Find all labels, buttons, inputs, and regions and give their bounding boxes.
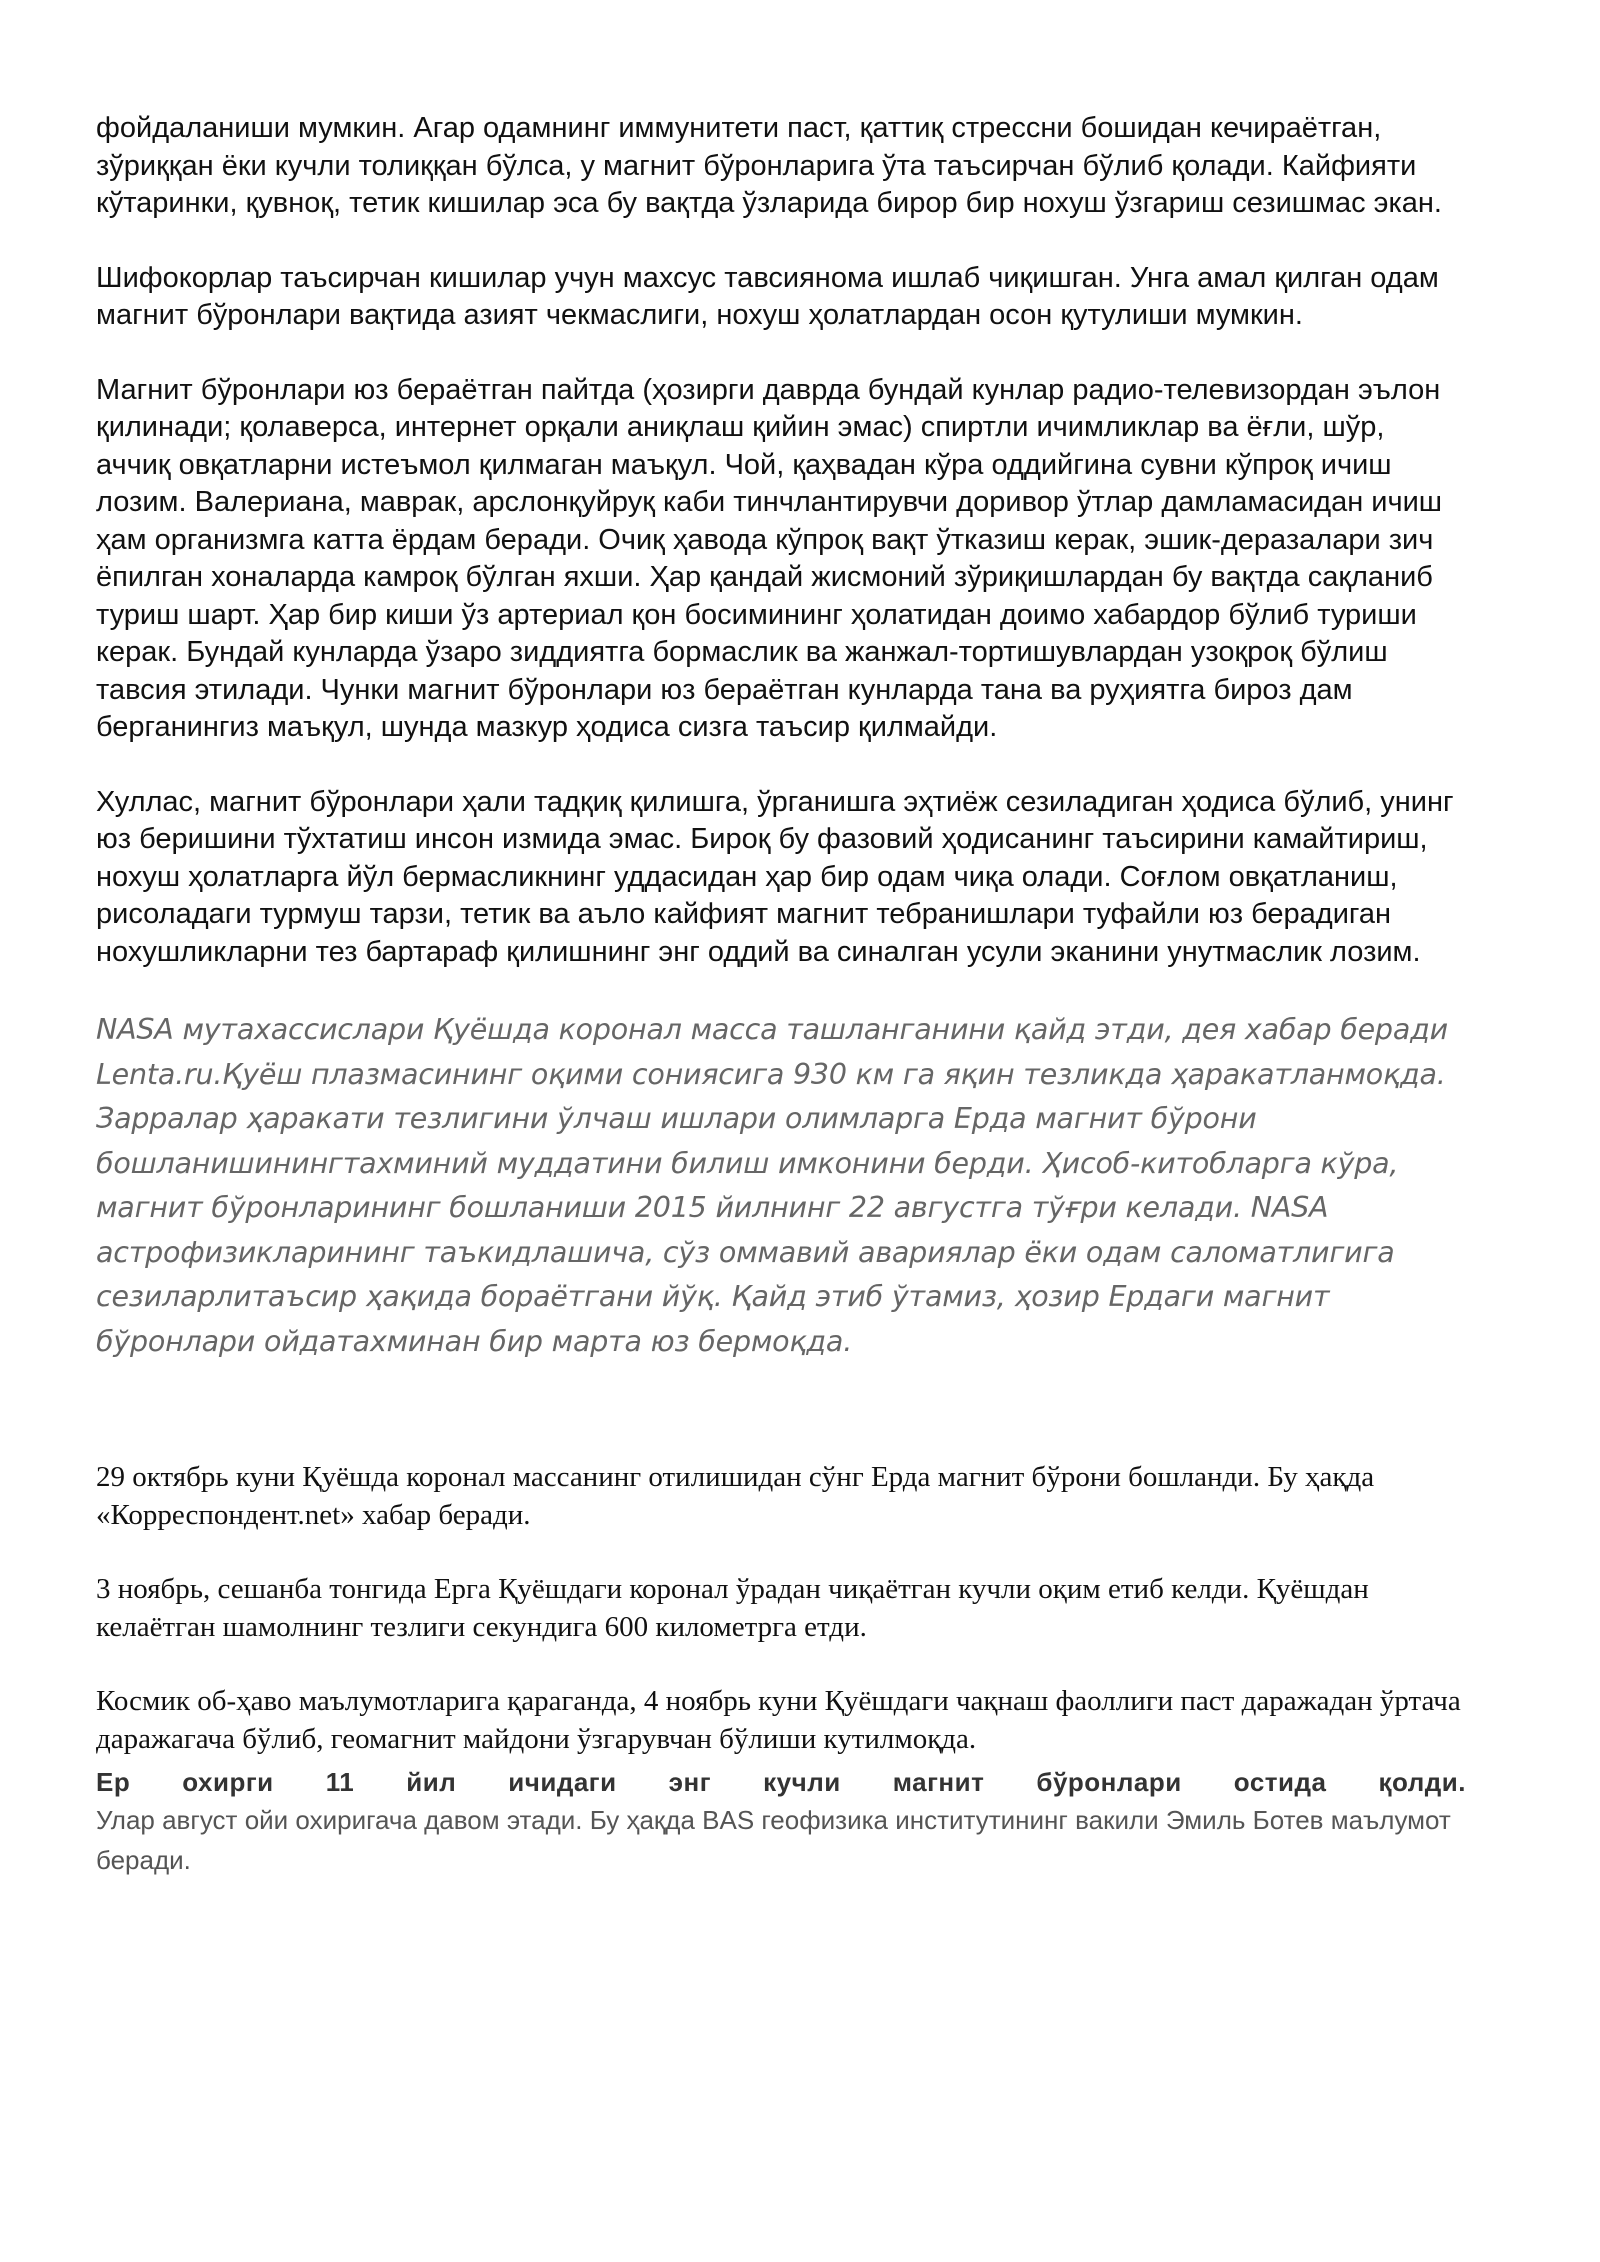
news-november-3: 3 ноябрь, сешанба тонгида Ерга Қуёшдаги коронал ўрадан чиқаётган кучли оқим етиб келди. Қуёшдан келаётган шамолнинг тезлиги секундига 600 километрга етди. bbox=[96, 1573, 1369, 1643]
document-page bbox=[96, 110, 1466, 1880]
news-november-4: Космик об-ҳаво маълумотларига қараганда, 4 ноябрь куни Қуёшдаги чақнаш фаоллиги паст даражадан ўртача даражагача бўлиб, геомагнит майдони ўзгарувчан бўлиши кутилмоқда. bbox=[96, 1685, 1461, 1755]
paragraph-doctors-advice: Шифокорлар таъсирчан кишилар учун махсус тавсиянома ишлаб чиқишган. Унга амал қилган одам магнит бўронлари вақтида азият чекмаслиги, нохуш ҳолатлардан осон қутулиши мумкин. bbox=[96, 261, 1439, 331]
paragraph-immunity: фойдаланиши мумкин. Агар одамнинг иммунитети паст, қаттиқ стрессни бошидан кечираётган, зўриққан ёки кучли толиққан бўлса, у магнит бўронларига ўта таъсирчан бўлиб қолади. Кайфияти кўтаринки, қувноқ, тетик кишилар эса бу вақтда ўзларида бирор бир нохуш ўзгариш сезишмас экан. bbox=[96, 112, 1442, 219]
paragraph-conclusion: Хуллас, магнит бўронлари ҳали тадқиқ қилишга, ўрганишга эҳтиёж сезиладиган ҳодиса бўлиб, унинг юз беришини тўхтатиш инсон измида эмас. Бироқ бу фазовий ҳодисанинг таъсирини камайтириш, нохуш ҳолатларга йўл бермасликнинг уддасидан ҳар бир одам чиқа олади. Соғлом овқатланиш, рисоладаги турмуш тарзи, тетик ва аъло кайфият магнит тебранишлари туфайли юз берадиган нохушликларни тез бартараф қилишнинг энг оддий ва синалган усули эканини унутмаслик лозим. bbox=[96, 785, 1454, 968]
news-october-29: 29 октябрь куни Қуёшда коронал массанинг отилишидан сўнг Ерда магнит бўрони бошланди. Бу ҳақда «Корреспондент.net» хабар беради. bbox=[96, 1461, 1375, 1531]
paragraph-bas-institute: Улар август ойи охиригача давом этади. Бу ҳақда BAS геофизика институтининг вакили Эмиль Ботев маълумот беради. bbox=[96, 1805, 1451, 1875]
paragraph-recommendations: Магнит бўронлари юз бераётган пайтда (ҳозирги даврда бундай кунлар радио-телевизордан эълон қилинади; қолаверса, интернет орқали аниқлаш қийин эмас) спиртли ичимликлар ва ёғли, шўр, аччиқ овқатларни истеъмол қилмаган маъқул. Чой, қаҳвадан кўра оддийгина сувни кўпроқ ичиш лозим. Валериана, маврак, арслонқуйруқ каби тинчлантирувчи доривор ўтлар дамламасидан ичиш ҳам организмга катта ёрдам беради. Очиқ ҳавода кўпроқ вақт ўтказиш керак, эшик-деразалари зич ёпилган хоналарда камроқ бўлган яхши. Ҳар қандай жисмоний зўриқишлардан бу вақтда сақланиб туриш шарт. Ҳар бир киши ўз артериал қон босимининг ҳолатидан доимо хабардор бўлиб туриши керак. Бундай кунларда ўзаро зиддиятга бормаслик ва жанжал-тортишувлардан узоқроқ бўлиш тавсия этилади. Чунки магнит бўронлари юз бераётган кунларда тана ва руҳиятга бироз дам берганингиз маъқул, шунда мазкур ҳодиса сизга таъсир қилмайди. bbox=[96, 373, 1443, 743]
headline-strongest-storms: Ер охирги 11 йил ичидаги энг кучли магнит бўронлари остида қолди. bbox=[96, 1767, 1466, 1797]
paragraph-nasa-quote: NASA мутахассислари Қуёшда коронал масса ташланганини қайд этди, дея хабар беради Lenta.ru.Қуёш плазмасининг оқими сониясига 930 км га яқин тезликда ҳаракатланмоқда. Зарралар ҳаракати тезлигини ўлчаш ишлари олимларга Ерда магнит бўрони бошланишинингтахминий муддатини билиш имконини берди. Ҳисоб-китобларга кўра, магнит бўронларининг бошланиши 2015 йилнинг 22 августга тўғри келади. NASA астрофизикларининг таъкидлашича, сўз оммавий авариялар ёки одам саломатлигига сезиларлитаъсир ҳақида бораётгани йўқ. Қайд этиб ўтамиз, ҳозир Ердаги магнит бўронлари ойдатахминан бир марта юз бермоқда. bbox=[96, 1013, 1448, 1358]
news-block bbox=[96, 1459, 1466, 1880]
